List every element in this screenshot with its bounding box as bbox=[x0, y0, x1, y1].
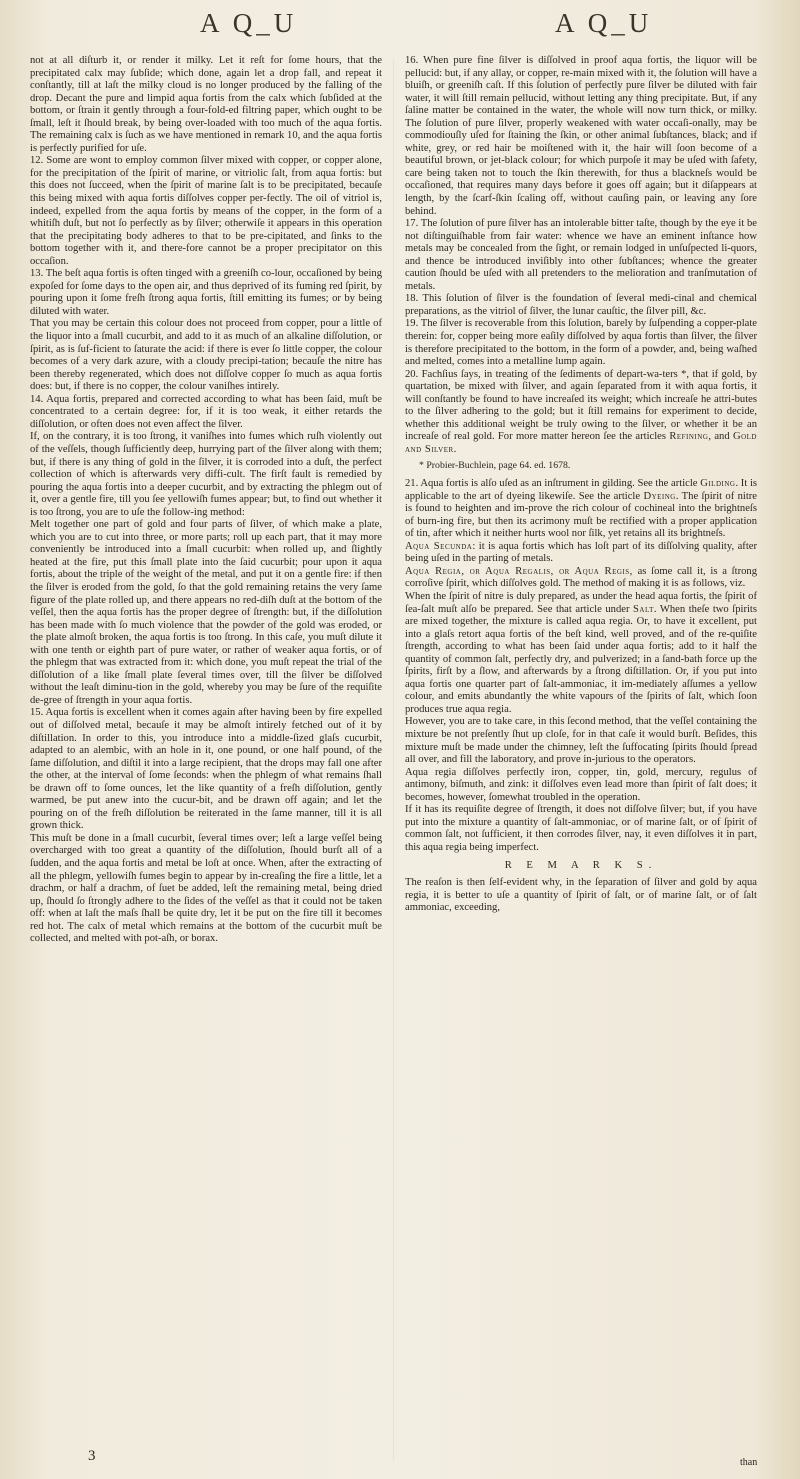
paragraph-text: 21. Aqua fortis is alſo uſed as an inſtrument in gilding. See the article bbox=[405, 478, 698, 490]
paragraph: Aqua regia diſſolves perfectly iron, copper, tin, gold, mercury, regulus of antimony, biſmuth, and zink: it diſſolves even lead more than ſpirit of ſalt does; it becomes, however, ſomewhat troubled in the operation. bbox=[405, 766, 757, 803]
paragraph: The reaſon is then ſelf-evident why, in the ſeparation of ſilver and gold by aqua regia, it is better to uſe a quantity of ſpirit of ſalt, or of marine ſalt, or of ſalt ammoniac, exceeding, bbox=[405, 877, 757, 914]
right-column bbox=[405, 55, 757, 915]
article-ref-gilding: Gilding bbox=[700, 478, 736, 490]
paragraph-text: : it is aqua fortis which has loſt part of its diſſolving quality, after being uſed in the parting of metals. bbox=[405, 540, 757, 565]
article-ref-dyeing: Dyeing bbox=[643, 490, 676, 502]
paragraph: 18. This ſolution of ſilver is the foundation of ſeveral medi-cinal and chemical preparations, as the vitriol of ſilver, the lunar cauſtic, the ſilver pill, &c. bbox=[405, 293, 757, 317]
paragraph: Melt together one part of gold and four parts of ſilver, of which make a plate, which you are to cut into three, or more parts; roll up each part, that it may more conveniently be introduced into a ſmall cucurbit: when rolled up, and ſlightly heated at the fire, put this ſmall plate into the ſaid cucurbit; pour upon it aqua fortis, about the triple of the weight of the metal, and put it on a gentle fire: if then the ſilver is eroded from the gold, ſo that the gold remaining retains the very ſame figure of the plate rolled up, and there appears no red-diſh duſt at the bottom of the veſſel, then the aqua fortis has the proper degree of ſtrength: but, if the diſſolution has been made with ſo much violence that the powder of the gold was eroded, or the plate almoſt broken, the aqua fortis is too ſtrong. In this caſe, you muſt dilute it with one tenth or eighth part of pure water, or rather of weaker aqua fortis, or of the phlegm that was extracted from it: which done, you muſt repeat the trial of the diſſolution of a like ſmall plate ſeveral times over, till the ſilver be diſſolved without the leaſt diminu-tion in the gold, whereby you may be ſure of the requiſite de-gree of ſtrength in your aqua fortis. bbox=[30, 519, 382, 706]
paragraph-text: . The ſpirit of nitre is found to heighten and im-prove the rich colour of cochineal into the brightneſs of burn-ing fire, but then its acrimony muſt be rectified with a proper application of tin, after which it neither hurts wool nor ſilk, yet retains all its brightneſs. bbox=[405, 490, 757, 540]
article-ref-gold-silver: Gold and Silver bbox=[405, 431, 757, 455]
paragraph-text: . When theſe two ſpirits are mixed together, the mixture is called aqua regia. Or, to have it excellent, put into a glaſs retort aqua fortis of the beſt kind, well proved, and of the re-quiſite ſtrength, according to what has been ſaid under aqua fortis; add to it half the quantity of common ſalt, perfectly dry, and pulverized; in a ſand-bath force up the ſpirits, firſt by a ſlow, and afterwards by a ſtrong diſtillation. Or, if you put into aqua fortis one quarter part of ſalt-ammoniac, it im-mediately aſſumes a yellow colour, and emits abundantly the white vapours of the ſpirits of ſalt, which ſoon produces true aqua regia. bbox=[405, 603, 757, 715]
signature-mark: 3 bbox=[88, 1448, 96, 1464]
paragraph: 16. When pure fine ſilver is diſſolved in proof aqua fortis, the liquor will be pellucid: but, if any allay, or copper, re-main mixed with it, the ſolution will have a bluiſh, or greeniſh caſt. If this ſolution of perfectly pure ſilver be diluted with fair water, it will ſtill remain pellucid, without letting any thing precipitate. But, if any ſaline matter be contained in the water, the whole will now turn thick, or milky. The ſolution of pure ſilver, properly weakened with water occaſi-onally, may be commodiouſly uſed for ſtaining the ſkin, or other animal ſubſtances, black; and if white, grey, or red hair be moiſtened with it, the hair will ſoon become of a beautiful brown, or jet-black colour; for which purpoſe it may be uſed with ſafety, care being taken not to touch the ſkin therewith, for thus a blackneſs would be occaſioned, that requires many days before it goes off again; but it diſappears at length, by the ſcarf-ſkin ſcaling off, without cauſing pain, or leaving any ſore behind. bbox=[405, 55, 757, 217]
paragraph-text: , and bbox=[708, 431, 730, 443]
paragraph: 15. Aqua fortis is excellent when it comes again after having been by fire expelled out of diſſolved metal, becauſe it may be almoſt intirely fetched out of it by diſtillation. In order to this, you introduce into a middle-ſized glaſs cucurbit, adapted to an alembic, with an hole in it, one pound, or one half pound, of the ſame diſſolution, and diſtil it into a large recipient, that the drops may fall one after the other, at the interval of ſome ſeconds: when the phlegm of what remains ſhall be drawn off to ſome ounces, let the like quantity of a freſh diſſolution, gently warmed, be put anew into the cucur-bit, and be drawn off again; and let the pouring on of the freſh diſſolution be reiterated in the ſame manner, till it is all grown thick. bbox=[30, 707, 382, 832]
running-head-left: A Q_U bbox=[200, 8, 298, 38]
column-gutter bbox=[393, 60, 394, 1460]
paragraph: not at all diſturb it, or render it milky. Let it reſt for ſome hours, that the precipitated calx may ſubſide; which done, again let a drop fall, and repeat it conſtantly, till at laſt the milky cloud is no longer produced by the falling of the drop. Decant the pure and limpid aqua fortis from the calx which ſubſided at the bottom, or ſtrain it gently through a four-fold-ed filtring paper, which ought to be ſmall, leſt it ſhould break, by being over-loaded with too much of the aqua fortis. The remaining calx is ſuch as we have mentioned in remark 10, and the aqua fortis is perfectly purified for uſe. bbox=[30, 55, 382, 154]
paragraph: 13. The beſt aqua fortis is often tinged with a greeniſh co-lour, occaſioned by being expoſed for ſome days to the open air, and thus deprived of its fuming red ſpirit, by pouring upon it ſome freſh ſtrong aqua fortis, ſtill emitting its fumes; or by being diluted with water. bbox=[30, 268, 382, 317]
paragraph: 19. The ſilver is recoverable from this ſolution, barely by ſuſpending a copper-plate therein: for, copper being more eaſily diſſolved by aqua fortis than ſilver, the ſilver is therefore precipitated to the bottom, in the form of a powder, and, being waſhed and melted, comes into a metalline lump again. bbox=[405, 318, 757, 368]
paragraph: 14. Aqua fortis, prepared and corrected according to what has been ſaid, muſt be concentrated to a certain degree: for, if it is too weak, it either retards the diſſolution, or often does not even affect the ſilver. bbox=[30, 393, 382, 430]
entry-heading: Aqua Regia, or Aqua Regalis, or Aqua Regis, bbox=[405, 565, 633, 577]
paragraph: If, on the contrary, it is too ſtrong, it vaniſhes into fumes which ruſh violently out of the veſſels, though ſufficiently deep, hurrying part of the ſilver along with them; but, if there is any thing of gold in the ſilver, it is corroded into a duſt, the perfect collection of which is afterwards very diffi-cult. The firſt fault is remedied by pouring the aqua fortis into a deeper cucurbit, and by extracting the phlegm out of it, over a gentle fire, till you ſee yellowiſh fumes appear; but, to find out whether it is too ſtrong, you are to uſe the follow-ing method: bbox=[30, 431, 382, 518]
paragraph: 17. The ſolution of pure ſilver has an intolerable bitter taſte, though by the eye it be not diſtinguiſhable from fair water: whence we have an eminent inſtance how metals may be concealed from the ſight, or remain lodged in unſuſpected li-quors, and thence be introduced inviſibly into other ſubſtances; whence the greater caution ſhould be uſed with all pretenders to the melioration and tranſmutation of metals. bbox=[405, 218, 757, 292]
paragraph-text: as ſome call it, is a ſtrong corroſive ſpirit, which diſſolves gold. The method of making it is as follows, viz. bbox=[405, 565, 757, 590]
paragraph-text: 20. Fachſius ſays, in treating of the ſediments of depart-wa-ters *, that if gold, by quartation, be mixed with ſilver, and again ſeparated from it with aqua fortis, it will conſtantly be found to have increaſed its weight; which increaſe he attri-butes to the ſilver adhering to the gold; but it ſtill remains for experiment to decide, whether this additional weight be truly owing to the ſilver, or whether it be an increaſe of real gold. For more matter hereon ſee the articles bbox=[405, 368, 757, 443]
paragraph: However, you are to take care, in this ſecond method, that the veſſel containing the mixture be not preſently ſhut up cloſe, for in that caſe it would burſt. Beſides, this mixture muſt be made under the chimney, leſt the ſuffocating ſpirits ſhould ſpread all over, and fill the laboratory, and prove in-jurious to the operators. bbox=[405, 716, 757, 766]
paragraph bbox=[405, 369, 757, 457]
catchword: than bbox=[740, 1457, 758, 1468]
paragraph-text: . bbox=[453, 443, 457, 455]
footnote: * Probier-Buchlein, page 64. ed. 1678. bbox=[419, 459, 571, 471]
entry-aqua-secunda bbox=[405, 541, 757, 566]
paragraph: 12. Some are wont to employ common ſilver mixed with copper, or copper alone, for the precipitation of the ſpirit of marine, or vitriolic ſalt, from aqua fortis: but this does not ſucceed, when the ſpirit of marine ſalt is to be precipitated, becauſe this being mixed with aqua fortis diſſolves copper per-fectly. The oil of vitriol is, indeed, expelled from the aqua fortis by means of the copper, in the form of a whitiſh duſt, but not ſo perfectly as by ſilver; otherwiſe it appears in this operation that the precipitating body adheres to that to be pre-cipitated, and ſinks to the bottom together with it, and there-fore cannot be a proper precipitator on this occaſion. bbox=[30, 155, 382, 267]
entry-heading: Aqua Secunda bbox=[405, 540, 473, 552]
running-head-right: A Q_U bbox=[555, 8, 653, 38]
paragraph bbox=[405, 591, 757, 716]
paragraph: That you may be certain this colour does not proceed from copper, pour a little of the liquor into a ſmall cucurbit, and add to it as much of an alkaline diſſolution, or ſpirit, as is ſuf-ficient to ſaturate the acid: if there is ever ſo little copper, the colour becomes of a very dark azure, with a cloudy precipi-tation; becauſe the nitre has been thereby regenerated, which does not diſſolve copper ſo much as aqua fortis does: but, if there is no copper, the colour vaniſhes intirely. bbox=[30, 318, 382, 393]
article-ref-salt: Salt bbox=[633, 603, 654, 615]
entry-aqua-regia bbox=[405, 566, 757, 591]
paragraph-text: . It is applicable to the art of dyeing likewiſe. See the article bbox=[405, 478, 758, 502]
remarks-heading: R E M A R K S. bbox=[504, 860, 658, 872]
paragraph: This muſt be done in a ſmall cucurbit, ſeveral times over; leſt a large veſſel being overcharged with too great a quantity of the diſſolution, ſhould burſt all of a ſudden, and the aqua fortis and metal be loſt at once. When, after the extracting of all the phlegm, yellowiſh fumes begin to appear by in-creaſing the fire a little, let a drachm, or half a drachm, of ſuet be added, leſt the remaining metal, being dried up, ſhould ſo ſtrongly adhere to the ſides of the veſſel as that it could not be taken off: when at laſt the maſs ſhall be quite dry, let it be put on the fire till it becomes red hot. The calx of metal which remains at the bottom of the cucurbit muſt be collected, and melted with pot-aſh, or borax. bbox=[30, 832, 382, 945]
paragraph bbox=[405, 478, 757, 541]
article-ref-refining: Refining bbox=[669, 431, 709, 443]
paragraph: If it has its requiſite degree of ſtrength, it does not diſſolve ſilver; but, if you have put into the mixture a quantity of ſalt-ammoniac, or of marine ſalt, or of ſpirit of common ſalt, not ſufficient, it then corrodes ſilver, nay, it even diſſolves it in part, this aqua regia being imperfect. bbox=[405, 804, 757, 853]
left-column bbox=[30, 55, 382, 946]
paragraph-text: When the ſpirit of nitre is duly prepared, as under the head aqua fortis, the ſpirit of ſea-ſalt muſt alſo be prepared. See that article under bbox=[405, 590, 757, 615]
